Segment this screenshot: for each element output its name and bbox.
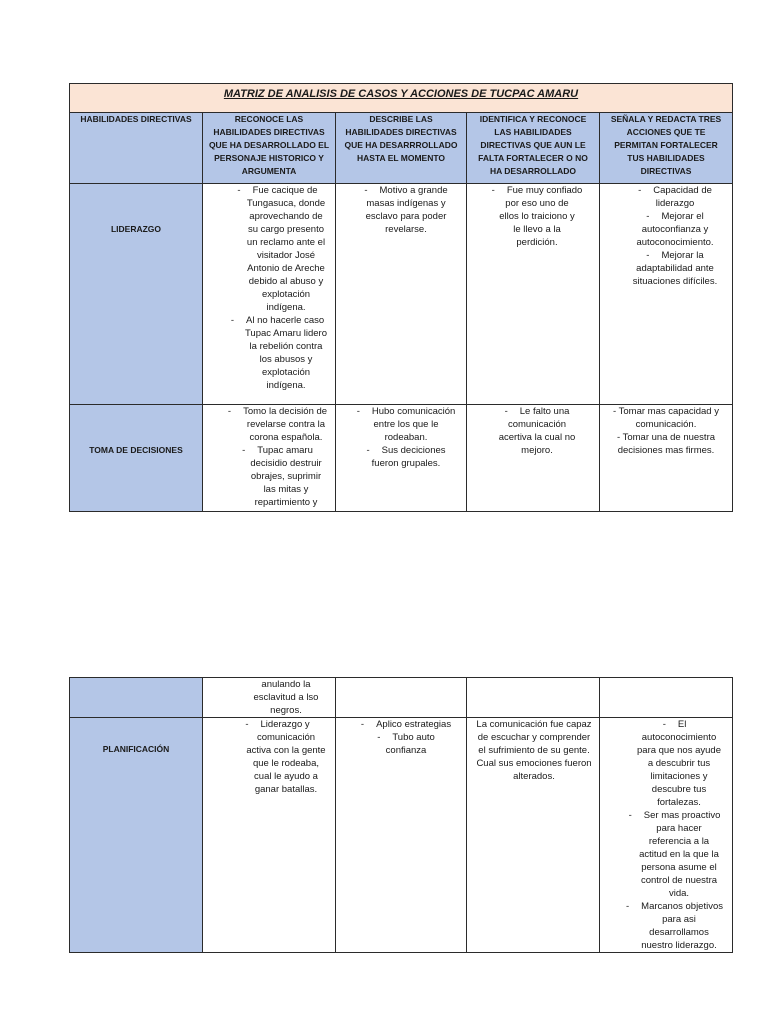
cell-line xyxy=(348,731,464,744)
cell-line-text: para hacer xyxy=(656,823,702,834)
cell-line-text: fueron grupales. xyxy=(371,458,441,469)
cell-line xyxy=(239,249,333,262)
cell-line xyxy=(477,184,597,197)
cell-line-text: Mejorar el xyxy=(661,211,704,222)
cell-line-text: Al no hacerle caso xyxy=(246,315,325,326)
cell-line xyxy=(477,431,597,444)
cell-line xyxy=(222,718,333,731)
cell-line-text: nuestro liderazgo. xyxy=(641,940,717,951)
cell-line xyxy=(205,139,333,152)
cell-line xyxy=(338,139,464,152)
cell-line-text: descubre tus xyxy=(651,784,707,795)
header-senala xyxy=(600,113,733,184)
cell-line-text: adaptabilidad ante xyxy=(636,263,714,274)
cell-line-text: anulando la xyxy=(261,679,311,690)
cell-line xyxy=(348,405,464,418)
cell-line xyxy=(471,770,597,783)
bullet-dash: - xyxy=(364,185,368,196)
cell-line-text: le llevo a la xyxy=(513,224,561,235)
cell-line xyxy=(222,444,333,457)
table-title-text: MATRIZ DE ANALISIS DE CASOS Y ACCIONES DE TUCPAC AMARU xyxy=(223,88,579,100)
cell-line-text: decisiones mas firmes. xyxy=(617,445,715,456)
cell-line xyxy=(239,704,333,717)
cell-line xyxy=(338,113,464,126)
cell-line xyxy=(628,757,730,770)
cell-line xyxy=(239,197,333,210)
cell-line-text: El xyxy=(677,719,687,730)
cell-line xyxy=(239,483,333,496)
bullet-dash: - xyxy=(230,315,234,326)
cell-line-text: desarrollamos xyxy=(649,927,709,938)
cell-line xyxy=(239,457,333,470)
cell-describe xyxy=(336,718,467,953)
cell-line-text: visitador José xyxy=(256,250,316,261)
cell-line-text: autoconocimiento xyxy=(641,732,717,743)
cell-line xyxy=(628,783,730,796)
cell-line-text: PERSONAJE HISTORICO Y xyxy=(214,153,324,163)
cell-line xyxy=(477,223,597,236)
cell-line-text: la rebelión contra xyxy=(249,341,323,352)
header-habilidades-directivas xyxy=(70,113,203,184)
cell-line xyxy=(471,718,597,731)
cell-line-text: para asi xyxy=(662,914,696,925)
cell-line xyxy=(602,431,730,444)
cell-line-text: Motivo a grande xyxy=(379,185,448,196)
cell-line xyxy=(239,262,333,275)
cell-reconoce xyxy=(203,718,336,953)
cell-line-text: decisidio destruir xyxy=(250,458,322,469)
row-planificacion xyxy=(70,718,733,953)
cell-line xyxy=(239,379,333,392)
cell-line-text: Tupac Amaru lidero xyxy=(244,328,328,339)
cell-line xyxy=(469,126,597,139)
header-identifica xyxy=(467,113,600,184)
bullet-dash: - xyxy=(646,211,650,222)
cell-line-text: Capacidad de xyxy=(653,185,712,196)
cell-line-text: por eso uno de xyxy=(505,198,569,209)
cell-line-text: comunicación. xyxy=(635,419,697,430)
bullet-dash: - xyxy=(227,406,232,417)
cell-line-text: QUE HA DESARRROLLADO xyxy=(344,140,458,150)
cell-line-text: limitaciones y xyxy=(650,771,708,782)
cell-line-text: control de nuestra xyxy=(640,875,718,886)
cell-line xyxy=(239,340,333,353)
cell-line xyxy=(348,197,464,210)
cell-line-text: rodeaban. xyxy=(384,432,428,443)
cell-line-text: LAS HABILIDADES xyxy=(494,127,572,137)
cell-line xyxy=(628,861,730,874)
cell-line-text: actitud en la que la xyxy=(639,849,719,860)
cell-senala xyxy=(600,184,733,405)
cell-line xyxy=(348,744,464,757)
cell-line xyxy=(477,444,597,457)
bullet-dash: - xyxy=(504,406,508,417)
cell-line-text: Marcanos objetivos xyxy=(641,901,724,912)
cell-line xyxy=(348,223,464,236)
header-row xyxy=(70,113,733,184)
cell-line xyxy=(620,184,730,197)
cell-line-text: ganar batallas. xyxy=(254,784,318,795)
cell-line xyxy=(239,301,333,314)
cell-line-text: RECONOCE LAS xyxy=(234,114,304,124)
cell-line-text: QUE HA DESARROLLADO EL xyxy=(208,140,330,150)
cell-line-text: repartimiento y xyxy=(254,497,318,508)
cell-line-text: autoconfianza y xyxy=(641,224,709,235)
cell-line xyxy=(205,113,333,126)
cell-line xyxy=(469,165,597,178)
cell-line xyxy=(628,887,730,900)
cell-line-text: fortalezas. xyxy=(657,797,701,808)
cell-line-text: Le falto una xyxy=(519,406,570,417)
cell-line-text: explotación xyxy=(261,367,311,378)
cell-line-text: los abusos y xyxy=(259,354,313,365)
cell-line xyxy=(239,783,333,796)
bullet-dash: - xyxy=(377,732,381,743)
cell-line-text: referencia a la xyxy=(648,836,710,847)
cell-line-text: persona asume el xyxy=(641,862,717,873)
cell-line xyxy=(469,152,597,165)
cell-line xyxy=(239,210,333,223)
cell-line xyxy=(628,848,730,861)
cell-line xyxy=(620,223,730,236)
cell-line xyxy=(348,418,464,431)
cell-identifica xyxy=(467,184,600,405)
cell-line-text: Tubo auto xyxy=(392,732,435,743)
cell-line-text: debido al abuso y xyxy=(248,276,324,287)
cell-describe xyxy=(336,678,467,718)
cell-line-text: explotación xyxy=(261,289,311,300)
cell-line-text: alterados. xyxy=(513,771,555,782)
cell-line-text: DESCRIBE LAS xyxy=(369,114,433,124)
cell-line-text: Sus deciciones xyxy=(381,445,446,456)
cell-line-text: DIRECTIVAS QUE AUN LE xyxy=(480,140,586,150)
cell-line-text: cual le ayudo a xyxy=(254,771,318,782)
cell-line-text: un reclamo ante el xyxy=(246,237,326,248)
cell-line xyxy=(348,431,464,444)
header-reconoce xyxy=(203,113,336,184)
cell-line-text: liderazgo xyxy=(655,198,695,209)
cell-line xyxy=(239,288,333,301)
cell-line-text: esclavo para poder xyxy=(365,211,447,222)
cell-line xyxy=(619,900,730,913)
cell-line xyxy=(602,444,730,457)
cell-line-text: el sufrimiento de su gente. xyxy=(478,745,590,756)
cell-line xyxy=(222,314,333,327)
cell-line-text: HABILIDADES DIRECTIVAS xyxy=(80,114,192,124)
row-label: LIDERAZGO xyxy=(110,224,162,234)
cell-line xyxy=(628,913,730,926)
cell-line-text: confianza xyxy=(385,745,427,756)
cell-senala xyxy=(600,678,733,718)
cell-line xyxy=(602,126,730,139)
row-label: TOMA DE DECISIONES xyxy=(89,445,183,455)
cell-line-text: activa con la gente xyxy=(246,745,326,756)
cell-line xyxy=(348,457,464,470)
cell-line xyxy=(602,139,730,152)
cell-line-text: Cual sus emociones fueron xyxy=(476,758,592,769)
cell-line xyxy=(628,744,730,757)
cell-line xyxy=(619,809,730,822)
cell-line-text: vida. xyxy=(668,888,690,899)
cell-line xyxy=(620,249,730,262)
cell-line-text: para que nos ayude xyxy=(637,745,721,756)
cell-line xyxy=(239,691,333,704)
cell-line-text: TUS HABILIDADES xyxy=(627,153,705,163)
cell-line xyxy=(239,353,333,366)
cell-line xyxy=(602,113,730,126)
cell-line xyxy=(602,152,730,165)
cell-line xyxy=(239,744,333,757)
row-label: PLANIFICACIÓN xyxy=(102,744,170,754)
bullet-dash: - xyxy=(237,185,241,196)
cell-describe xyxy=(336,184,467,405)
row-continuation xyxy=(70,678,733,718)
cell-line-text: autoconocimiento. xyxy=(636,237,714,248)
cell-line xyxy=(471,731,597,744)
cell-line-text: perdición. xyxy=(516,237,558,248)
bullet-dash: - xyxy=(491,185,495,196)
bullet-dash: - xyxy=(628,810,632,821)
cell-line xyxy=(239,757,333,770)
cell-identifica xyxy=(467,405,600,512)
cell-line-text: su cargo presento xyxy=(247,224,325,235)
cell-line-text: situaciones difíciles. xyxy=(632,276,718,287)
cell-line xyxy=(348,718,464,731)
cell-line xyxy=(72,113,200,126)
cell-line-text: Tupac amaru xyxy=(257,445,313,456)
cell-line xyxy=(477,236,597,249)
cell-line-text: DIRECTIVAS xyxy=(640,166,692,176)
row-label-cell xyxy=(70,678,203,718)
cell-line xyxy=(602,418,730,431)
cell-line-text: HASTA EL MOMENTO xyxy=(357,153,445,163)
cell-line-text: Liderazgo y xyxy=(260,719,310,730)
bullet-dash: - xyxy=(662,719,666,730)
cell-line xyxy=(239,678,333,691)
cell-line-text: IDENTIFICA Y RECONOCE xyxy=(479,114,587,124)
cell-line xyxy=(239,470,333,483)
cell-line xyxy=(628,822,730,835)
cell-line xyxy=(205,165,333,178)
cell-line xyxy=(239,223,333,236)
cell-line-text: PERMITAN FORTALECER xyxy=(614,140,718,150)
cell-describe xyxy=(336,405,467,512)
cell-line xyxy=(628,770,730,783)
cell-line xyxy=(471,744,597,757)
cell-line xyxy=(602,405,730,418)
cell-senala xyxy=(600,718,733,953)
cell-line xyxy=(628,874,730,887)
cell-line xyxy=(619,718,730,731)
cell-line-text: entre los que le xyxy=(373,419,439,430)
cell-line xyxy=(620,262,730,275)
cell-line-text: - Tomar mas capacidad y xyxy=(613,406,719,417)
bullet-dash: - xyxy=(356,406,360,417)
cell-line-text: mejoro. xyxy=(521,445,553,456)
cell-line-text: Antonio de Areche xyxy=(247,263,325,274)
title-row xyxy=(70,84,733,113)
cell-line xyxy=(348,184,464,197)
cell-line-text: Tungasuca, donde xyxy=(246,198,326,209)
cell-line-text: ARGUMENTA xyxy=(241,166,297,176)
cell-line-text: HABILIDADES DIRECTIVAS xyxy=(213,127,325,137)
cell-line xyxy=(239,496,333,509)
bullet-dash: - xyxy=(366,445,370,456)
cell-line xyxy=(628,939,730,952)
cell-identifica xyxy=(467,678,600,718)
cell-line-text: Aplico estrategias xyxy=(376,719,452,730)
row-label-cell xyxy=(70,405,203,512)
cell-line xyxy=(222,184,333,197)
cell-line xyxy=(239,236,333,249)
cell-line xyxy=(620,275,730,288)
row-label-cell xyxy=(70,718,203,953)
cell-line-text: Hubo comunicación xyxy=(371,406,456,417)
cell-line-text: revelarse contra la xyxy=(246,419,326,430)
cell-line xyxy=(477,197,597,210)
cell-line-text: ACCIONES QUE TE xyxy=(626,127,706,137)
row-liderazgo xyxy=(70,184,733,405)
cell-line-text: aprovechando de xyxy=(249,211,323,222)
row-label-cell xyxy=(70,184,203,405)
cell-line xyxy=(338,152,464,165)
cell-line xyxy=(477,210,597,223)
cell-line xyxy=(222,405,333,418)
bullet-dash: - xyxy=(646,250,650,261)
cell-reconoce xyxy=(203,184,336,405)
cell-line xyxy=(628,731,730,744)
cell-senala xyxy=(600,405,733,512)
cell-line-text: Fue cacique de xyxy=(252,185,318,196)
cell-line-text: Ser mas proactivo xyxy=(643,810,721,821)
cell-line-text: acertiva la cual no xyxy=(498,432,576,443)
cell-line xyxy=(239,431,333,444)
cell-line-text: negros. xyxy=(270,705,302,716)
cell-line xyxy=(338,126,464,139)
cell-line-text: las mitas y xyxy=(263,484,309,495)
cell-line xyxy=(602,165,730,178)
cell-line xyxy=(469,113,597,126)
cell-line xyxy=(348,210,464,223)
cell-line-text: indígena. xyxy=(266,302,306,313)
cell-line-text: - Tomar una de nuestra xyxy=(616,432,716,443)
cell-line xyxy=(469,139,597,152)
cell-line xyxy=(239,275,333,288)
cell-line-text: Fue muy confiado xyxy=(506,185,583,196)
cell-line xyxy=(620,197,730,210)
header-describe xyxy=(336,113,467,184)
row-toma-de-decisiones xyxy=(70,405,733,512)
cell-line xyxy=(239,770,333,783)
cell-line xyxy=(239,418,333,431)
cell-reconoce xyxy=(203,405,336,512)
cell-line-text: FALTA FORTALECER O NO xyxy=(478,153,588,163)
cell-line xyxy=(471,757,597,770)
cell-line-text: comunicación xyxy=(507,419,567,430)
cell-line xyxy=(239,731,333,744)
cell-line-text: HABILIDADES DIRECTIVAS xyxy=(345,127,457,137)
cell-line xyxy=(348,444,464,457)
cell-line xyxy=(239,366,333,379)
cell-line-text: a descubrir tus xyxy=(647,758,711,769)
cell-line-text: ellos lo traiciono y xyxy=(499,211,575,222)
cell-line-text: Tomo la decisión de xyxy=(243,406,328,417)
cell-line-text: esclavitud a lso xyxy=(253,692,319,703)
cell-line-text: obrajes, suprimir xyxy=(250,471,322,482)
cell-line xyxy=(628,835,730,848)
bullet-dash: - xyxy=(245,719,249,730)
cell-line-text: comunicación xyxy=(256,732,316,743)
bullet-dash: - xyxy=(242,445,246,456)
table-title xyxy=(70,84,733,113)
cell-line xyxy=(628,796,730,809)
cell-line-text: masas indígenas y xyxy=(366,198,446,209)
cell-identifica xyxy=(467,718,600,953)
bullet-dash: - xyxy=(360,719,365,730)
cell-line xyxy=(239,327,333,340)
cell-line xyxy=(477,405,597,418)
bullet-dash: - xyxy=(638,185,642,196)
cell-line-text: La comunicación fue capaz xyxy=(476,719,592,730)
cell-line xyxy=(205,126,333,139)
cell-line xyxy=(628,926,730,939)
cell-line-text: que le rodeaba, xyxy=(252,758,320,769)
bullet-dash: - xyxy=(625,901,630,912)
cell-line xyxy=(620,236,730,249)
cell-line xyxy=(477,418,597,431)
cell-line-text: HA DESARROLLADO xyxy=(489,166,577,176)
cell-reconoce xyxy=(203,678,336,718)
cell-line-text: Mejorar la xyxy=(661,250,704,261)
cell-line-text: corona española. xyxy=(249,432,323,443)
cell-line-text: indígena. xyxy=(266,380,306,391)
cell-line xyxy=(620,210,730,223)
cell-line-text: de escuchar y comprender xyxy=(477,732,591,743)
cell-line-text: SEÑALA Y REDACTA TRES xyxy=(610,114,722,124)
cell-line xyxy=(205,152,333,165)
cell-line-text: revelarse. xyxy=(385,224,427,235)
analysis-matrix-table xyxy=(69,83,733,512)
analysis-matrix-table-continued xyxy=(69,677,733,953)
